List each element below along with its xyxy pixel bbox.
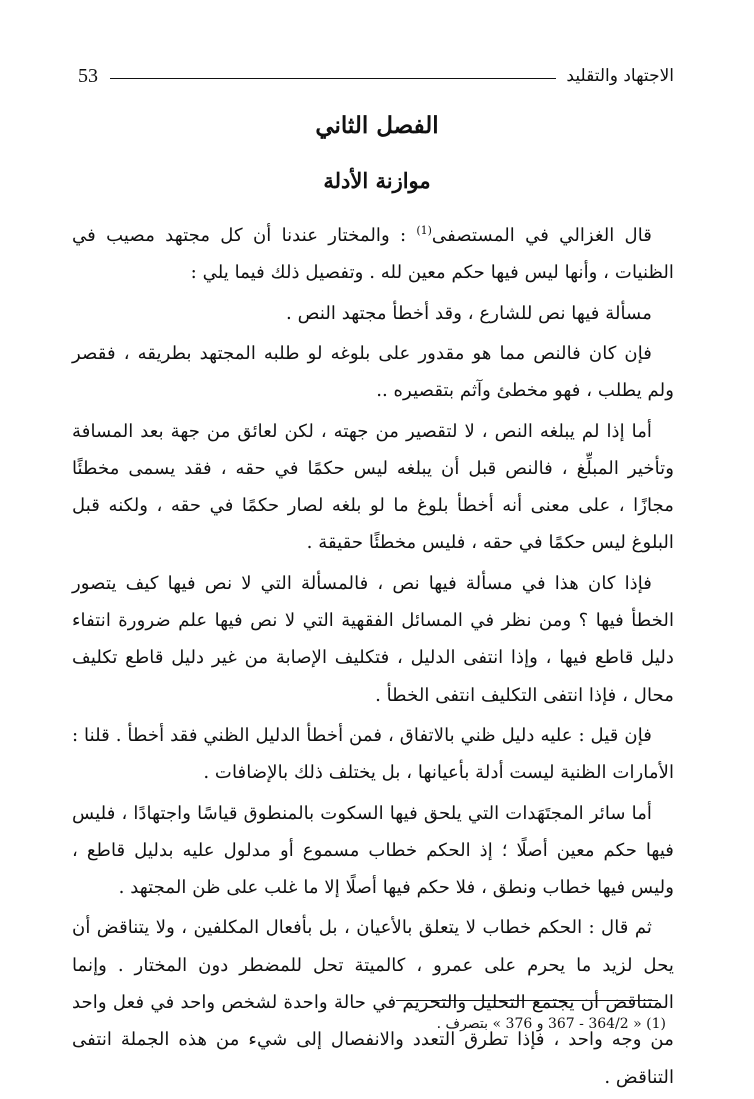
paragraph: ثم قال : الحكم خطاب لا يتعلق بالأعيان ، بل بأفعال المكلفين ، ولا يتناقض أن يحل لزيد ما يحرم على عمرو ، كالميتة تحل للمضطر دون المختار . وإنما المتناقض أن يجتمع التحليل والتحريم في حالة واحدة لشخص واحد في فعل واحد من وجه واحد ، فإذا تطرق التعدد والانفصال إلى شيء من هذه الجملة انتفى التناقض . <box>72 917 674 1088</box>
paragraph: فإن كان فالنص مما هو مقدور على بلوغه لو طلبه المجتهد بطريقه ، فقصر ولم يطلب ، فهو مخطئ وآثم بتقصيره .. <box>72 342 674 402</box>
paragraph <box>72 212 674 292</box>
paragraph: فإذا كان هذا في مسألة فيها نص ، فالمسألة التي لا نص فيها كيف يتصور الخطأ فيها ؟ ومن نظر في المسائل الفقهية التي لا نص فيها علم ضرورة انتفاء دليل قاطع فيها ، وإذا انتفى الدليل ، فتكليف الإصابة من غير دليل قاطع تكليف محال ، فإذا انتفى التكليف انتفى الخطأ . <box>72 572 674 706</box>
page-number: 53 <box>78 64 98 87</box>
chapter-title: الفصل الثاني <box>315 112 439 139</box>
section-title: موازنة الأدلة <box>323 168 431 193</box>
footnote-rule <box>396 1000 658 1001</box>
running-header <box>78 62 674 90</box>
paragraph-text: قال الغزالي في المستصفى <box>431 225 652 247</box>
footnote-reference: (1) <box>416 224 432 237</box>
paragraph: أما سائر المجتَهَدات التي يلحق فيها السكوت بالمنطوق قياسًا واجتهادًا ، فليس فيها حكم معين أصلًا ؛ إذ الحكم خطاب مسموع أو مدلول عليه بدليل قاطع ، وليس فيها خطاب ونطق ، فلا حكم فيها أصلًا إلا ما غلب على ظن المجتهد . <box>72 802 674 899</box>
paragraph: مسألة فيها نص للشارع ، وقد أخطأ مجتهد النص . <box>286 302 652 324</box>
paragraph: أما إذا لم يبلغه النص ، لا لتقصير من جهته ، لكن لعائق من جهة بعد المسافة وتأخير المبلِّغ ، فالنص قبل أن يبلغه ليس حكمًا في حقه ، فقد يسمى مخطئًا مجازًا ، على معنى أنه أخطأ بلوغ ما لو بلغه لصار حكمًا في حقه ، ولكنه قبل البلوغ ليس حكمًا في حقه ، فليس مخطئًا حقيقة . <box>72 420 674 554</box>
footnote: (1) « 364/2 - 367 و 376 » بتصرف . <box>436 1016 666 1032</box>
header-rule <box>110 78 556 79</box>
paragraph-text-continued: : والمختار عندنا أن كل مجتهد مصيب في الظنيات ، وأنها ليس فيها حكم معين لله . وتفصيل ذلك فيما يلي : <box>72 225 674 284</box>
body-text <box>72 212 674 1099</box>
paragraph: فإن قيل : عليه دليل ظني بالاتفاق ، فمن أخطأ الدليل الظني فقد أخطأ . قلنا : الأمارات الظنية ليست أدلة بأعيانها ، بل يختلف ذلك بالإضافات . <box>72 724 674 784</box>
running-title: الاجتهاد والتقليد <box>566 66 674 86</box>
